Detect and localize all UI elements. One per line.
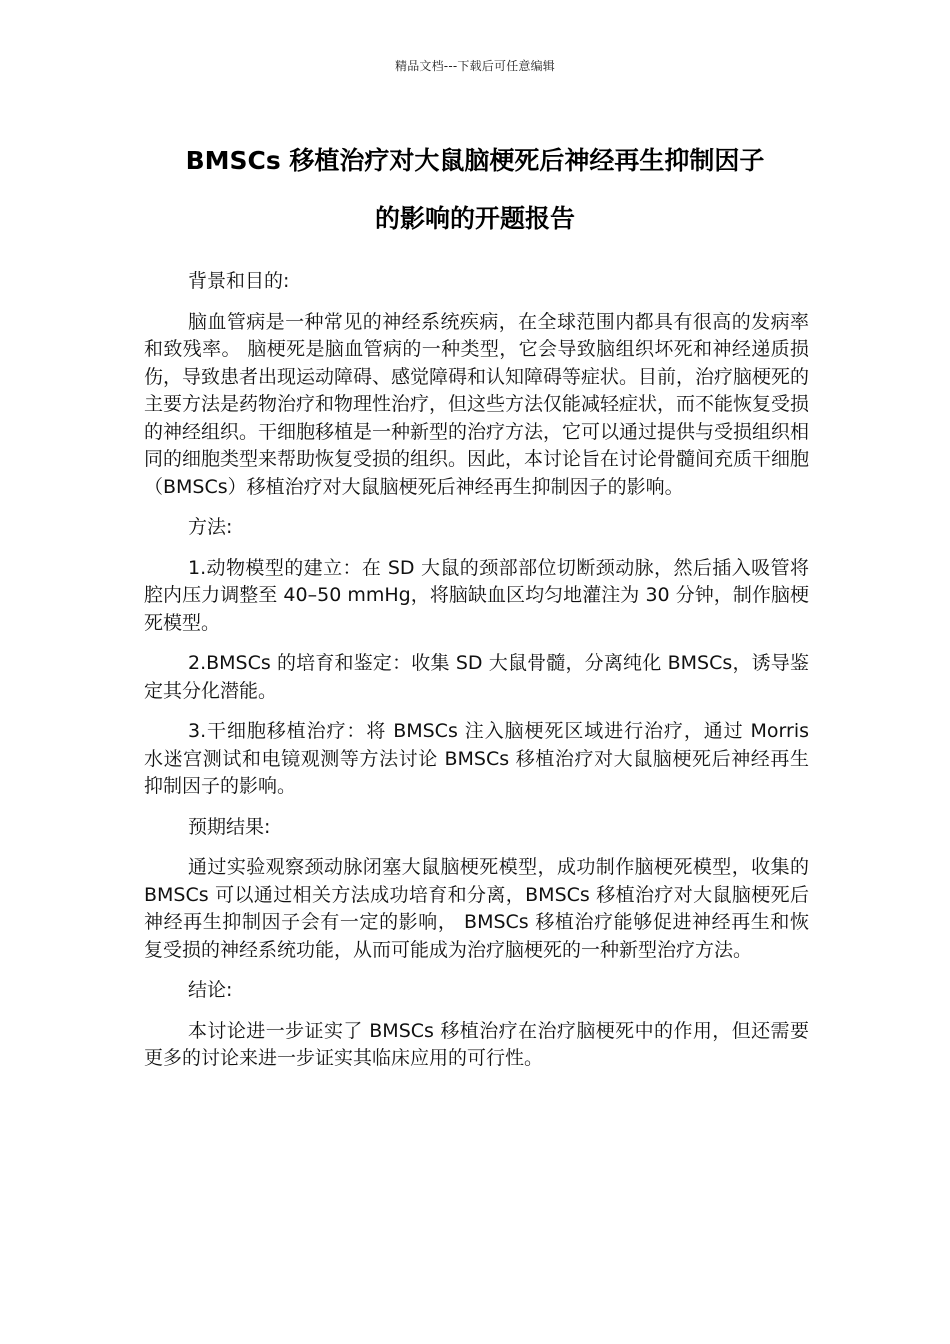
title-line-1: BMSCs 移植治疗对大鼠脑梗死后神经再生抑制因子 (185, 146, 765, 175)
conclusion-paragraph: 本讨论进一步证实了 BMSCs 移植治疗在治疗脑梗死中的作用，但还需要更多的讨论来进一步证实其临床应用的可行性。 (144, 1019, 809, 1069)
background-heading: 背景和目的: (188, 270, 290, 292)
method-item-2: 2.BMSCs 的培育和鉴定：收集 SD 大鼠骨髓，分离纯化 BMSCs，诱导鉴定其分化潜能。 (144, 652, 809, 702)
document-title (120, 132, 830, 248)
conclusion-heading: 结论: (188, 979, 233, 1001)
header-note: 精品文档---下载后可任意编辑 (395, 59, 555, 73)
background-paragraph: 脑血管病是一种常见的神经系统疾病，在全球范围内都具有很高的发病率和致残率。 脑梗死是脑血管病的一种类型，它会导致脑组织坏死和神经递质损伤，导致患者出现运动障碍、感觉障碍和认知障碍等症状。目前，治疗脑梗死的主要方法是药物治疗和物理性治疗，但这些方法仅能减轻症状，而不能恢复受损的神经组织。干细胞移植是一种新型的治疗方法，它可以通过提供与受损组织相同的细胞类型来帮助恢复受损的组织。因此，本讨论旨在讨论骨髓间充质干细胞（BMSCs）移植治疗对大鼠脑梗死后神经再生抑制因子的影响。 (144, 310, 810, 498)
results-paragraph: 通过实验观察颈动脉闭塞大鼠脑梗死模型，成功制作脑梗死模型，收集的 BMSCs 可以通过相关方法成功培育和分离，BMSCs 移植治疗对大鼠脑梗死后神经再生抑制因子会有一定的影响， BMSCs 移植治疗能够促进神经再生和恢复受损的神经系统功能，从而可能成为治疗脑梗死的一种新型治疗方法。 (144, 856, 809, 961)
methods-heading: 方法: (188, 516, 233, 538)
document-body (144, 268, 809, 1086)
method-item-1: 1.动物模型的建立：在 SD 大鼠的颈部部位切断颈动脉，然后插入吸管将腔内压力调整至 40–50 mmHg，将脑缺血区均匀地灌注为 30 分钟，制作脑梗死模型。 (144, 556, 809, 634)
method-item-3: 3.干细胞移植治疗：将 BMSCs 注入脑梗死区域进行治疗，通过 Morris 水迷宫测试和电镜观测等方法讨论 BMSCs 移植治疗对大鼠脑梗死后神经再生抑制因子的影响。 (144, 720, 809, 797)
title-line-2: 的影响的开题报告 (374, 204, 575, 233)
results-heading: 预期结果: (188, 815, 271, 838)
